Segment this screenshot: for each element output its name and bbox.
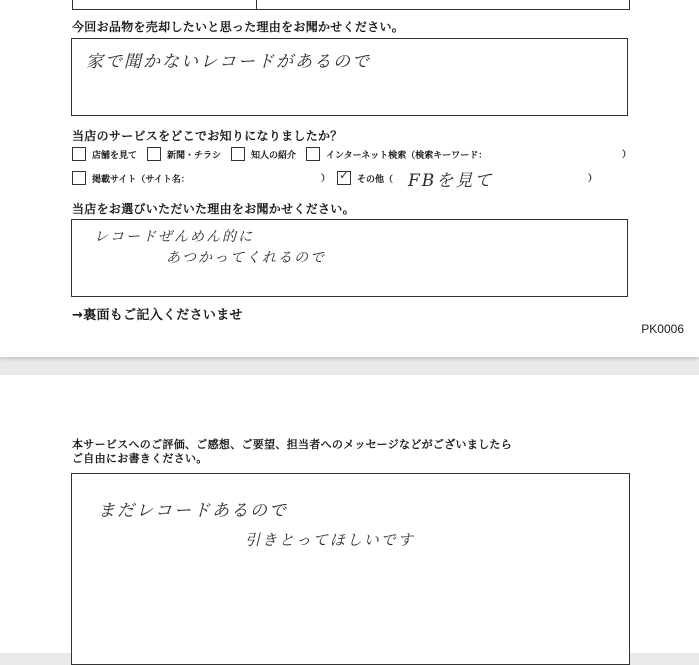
checkbox[interactable] [72, 171, 86, 185]
handwritten-why-choose-line2: あつかってくれるので [166, 250, 326, 266]
survey-page-back [0, 375, 699, 653]
handwritten-feedback-line1: まだレコードあるので [98, 501, 288, 521]
checkbox-checked[interactable] [337, 168, 351, 185]
option-listing-site[interactable]: 掲載サイト（サイト名： [72, 171, 190, 185]
option-store[interactable]: 店舗を見て [72, 147, 137, 161]
question-feedback-line2: ご自由にお書きください。 [72, 452, 208, 465]
option-internet-search[interactable]: インターネット検索（検索キーワード： [306, 147, 487, 161]
answer-box-reason-sell [71, 38, 628, 116]
handwritten-other-answer: FBを見て [408, 171, 494, 191]
answer-box-feedback [71, 473, 630, 665]
option-listing-site-close: ） [321, 174, 331, 184]
check-mark-icon: ✓ [339, 168, 350, 182]
handwritten-feedback-line2: 引きとってほしいです [245, 531, 415, 549]
answer-box-why-choose [71, 219, 628, 297]
options-row-1 [72, 147, 497, 161]
options-row-2 [72, 171, 200, 185]
options-row-1-close: ） [622, 150, 632, 160]
handwritten-reason-sell: 家で聞かないレコードがあるので [86, 52, 371, 72]
question-reason-sell: 今回お品物を売却したいと思った理由をお聞かせください。 [72, 20, 405, 34]
checkbox[interactable] [231, 147, 245, 161]
question-feedback-line1: 本サービスへのご評価、ご感想、ご要望、担当者へのメッセージなどがございましたら [72, 438, 513, 451]
question-how-know: 当店のサービスをどこでお知りになりましたか？ [72, 129, 343, 143]
question-why-choose: 当店をお選びいただいた理由をお聞かせください。 [72, 202, 355, 216]
previous-answer-box-edge [72, 0, 630, 10]
checkbox[interactable] [147, 147, 161, 161]
option-referral[interactable]: 知人の紹介 [231, 147, 296, 161]
option-other-close: ） [588, 174, 598, 184]
option-other[interactable]: ✓ その他（ [339, 168, 394, 185]
page-code: PK0006 [641, 322, 684, 336]
option-newspaper[interactable]: 新聞・チラシ [147, 147, 221, 161]
back-side-note: →裏面もご記入くださいませ [72, 308, 243, 323]
checkbox[interactable] [72, 147, 86, 161]
handwritten-why-choose-line1: レコードぜんめん的に [94, 229, 254, 245]
checkbox[interactable] [306, 147, 320, 161]
